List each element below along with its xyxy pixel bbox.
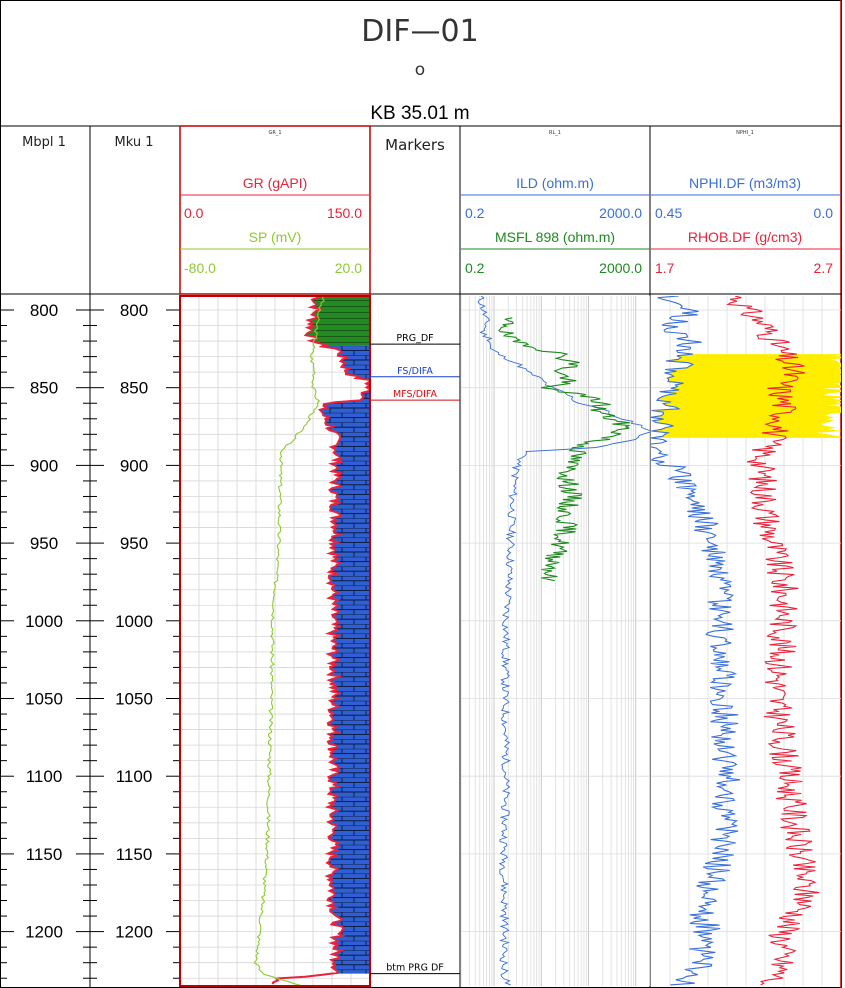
msfl-scale-left: 0.2 xyxy=(465,260,485,276)
nphi-scale-left: 0.45 xyxy=(655,205,683,221)
ild-curve-name: ILD (ohm.m) xyxy=(516,175,594,191)
depth-label: 900 xyxy=(119,456,149,476)
sp-scale-left: -80.0 xyxy=(184,260,216,276)
marker-label: FS/DIFA xyxy=(397,365,433,377)
ild-curve xyxy=(478,296,652,985)
depth-label: 950 xyxy=(29,534,59,554)
rhob-scale-left: 1.7 xyxy=(655,260,675,276)
marker-label: PRG_DF xyxy=(396,333,434,345)
depth-label: 800 xyxy=(29,300,59,320)
depth-label: 1050 xyxy=(115,689,153,709)
nphi-scale-right: 0.0 xyxy=(813,205,833,221)
rhob-scale-right: 2.7 xyxy=(813,260,833,276)
depth-track-2-header: Mku 1 xyxy=(114,135,154,150)
depth-label: 1000 xyxy=(25,611,63,631)
por-mnemonic: NPHI_1 xyxy=(736,130,754,136)
depth-label: 900 xyxy=(29,456,59,476)
resistivity-track xyxy=(461,296,653,986)
depth-label: 1200 xyxy=(25,922,63,942)
ild-scale-left: 0.2 xyxy=(465,205,485,221)
rhob-curve-name: RHOB.DF (g/cm3) xyxy=(687,229,803,245)
marker-label: btm PRG DF xyxy=(386,962,444,974)
depth-label: 1200 xyxy=(115,922,153,942)
sp-scale-right: 20.0 xyxy=(334,260,362,276)
res-mnemonic: RL_1 xyxy=(549,130,561,136)
depth-label: 1100 xyxy=(25,767,63,787)
ild-scale-right: 2000.0 xyxy=(599,205,642,221)
msfl-curve-name: MSFL 898 (ohm.m) xyxy=(494,229,616,245)
depth-label: 1150 xyxy=(25,844,63,864)
depth-label: 1050 xyxy=(25,689,63,709)
sp-curve-name: SP (mV) xyxy=(248,229,302,245)
depth-label: 1150 xyxy=(115,844,153,864)
marker-label: MFS/DIFA xyxy=(393,389,437,401)
gr-scale-right: 150.0 xyxy=(326,205,362,221)
well-subtitle: o xyxy=(414,60,426,80)
depth-label: 850 xyxy=(119,378,149,398)
crossover-fill xyxy=(651,354,845,438)
markers-track xyxy=(370,333,460,973)
kb-elevation: KB 35.01 m xyxy=(370,103,470,124)
depth-label: 800 xyxy=(119,300,149,320)
well-title: DIF—01 xyxy=(361,14,479,49)
depth-label: 950 xyxy=(119,534,149,554)
sp-curve xyxy=(254,296,324,986)
lithology-track xyxy=(180,296,370,986)
depth-label: 1100 xyxy=(115,767,153,787)
msfl-scale-right: 2000.0 xyxy=(599,260,642,276)
litho-mnemonic: GR_1 xyxy=(268,130,282,136)
depth-track-1-header: Mbpl 1 xyxy=(22,135,66,150)
nphi-curve-name: NPHI.DF (m3/m3) xyxy=(689,175,801,191)
gr-scale-left: 0.0 xyxy=(184,205,204,221)
porosity-track xyxy=(646,296,845,986)
depth-label: 850 xyxy=(29,378,59,398)
depth-label: 1000 xyxy=(115,611,153,631)
markers-header: Markers xyxy=(385,136,445,154)
gr-curve-name: GR (gAPI) xyxy=(242,175,308,191)
